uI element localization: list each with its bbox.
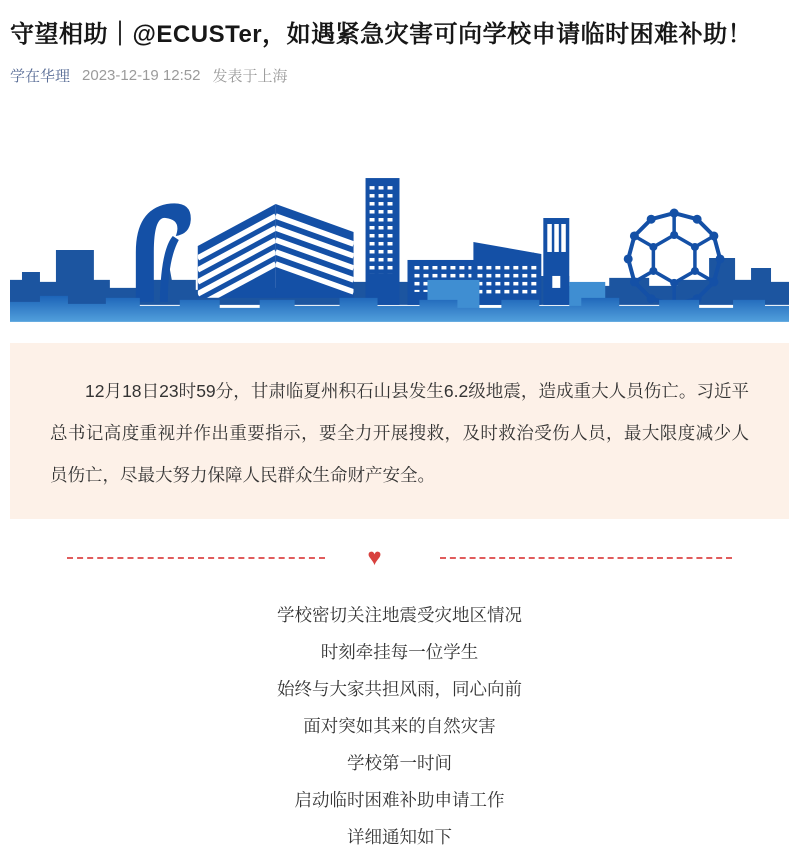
poem-line: 详细通知如下 [347,826,452,847]
heart-divider [10,545,789,571]
poem-line: 始终与大家共担风雨，同心向前 [277,678,522,699]
poem-line: 启动临时困难补助申请工作 [294,789,505,810]
divider-dash-left [67,557,325,559]
campus-skyline-illustration [10,130,789,325]
article-title: 守望相助｜@ECUSTer，如遇紧急灾害可向学校申请临时困难补助！ [10,21,753,48]
publish-location: 发表于上海 [212,67,288,85]
article-page [0,18,799,847]
striped-building [198,204,354,306]
poem-section [10,605,789,847]
byline [10,65,789,86]
bell-tower [543,218,569,305]
account-name-link[interactable]: 学在华理 [10,67,71,85]
campus-skyline-banner-image[interactable] [10,130,789,325]
notice-paragraph: 12月18日23时59分，甘肃临夏州积石山县发生6.2级地震，造成重大人员伤亡。习近平总书记高度重视并作出重要指示，要全力开展搜救，及时救治受伤人员，最大限度减少人员伤亡，尽最大努力保障人民群众生命财产安全。 [50,380,749,485]
divider-dash-right [440,557,732,559]
heart-icon: ♥ [367,543,382,571]
poem-line: 学校密切关注地震受灾地区情况 [277,604,522,625]
publish-date: 2023-12-19 12:52 [82,66,201,84]
notice-box [10,343,789,519]
poem-line: 学校第一时间 [347,752,452,773]
poem-line: 时刻牵挂每一位学生 [320,641,479,662]
poem-line: 面对突如其来的自然灾害 [303,715,496,736]
tall-tower-building [366,178,400,305]
